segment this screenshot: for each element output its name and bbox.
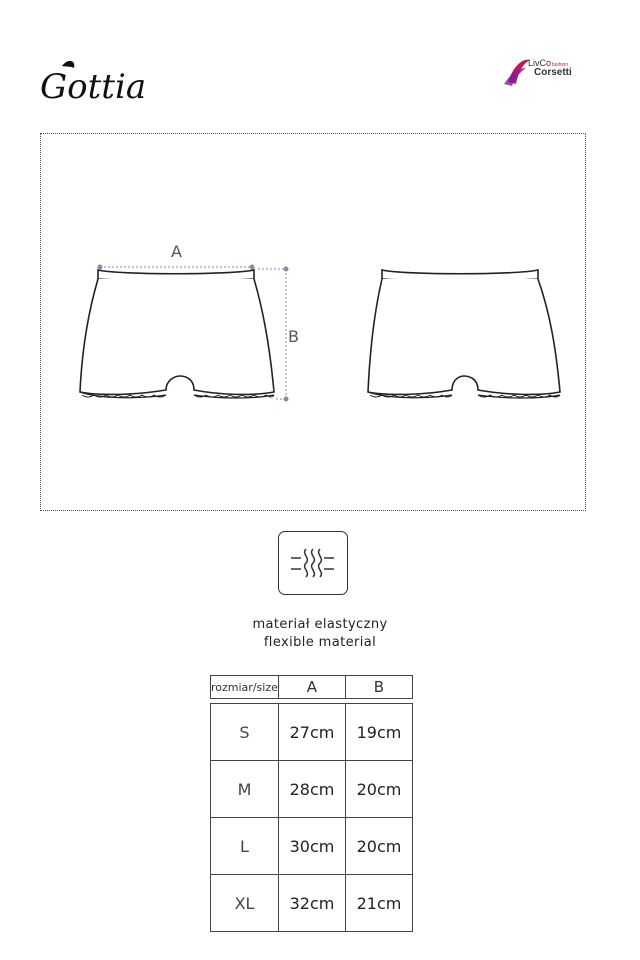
size-table-header	[210, 675, 413, 699]
brand-name: Gottia	[40, 67, 147, 107]
care-label-en: flexible material	[263, 635, 377, 650]
table-row	[211, 761, 413, 818]
brand-logo	[38, 52, 147, 114]
partner-line1: LivCo	[528, 58, 552, 68]
a-cell: 28cm	[279, 761, 346, 818]
table-row	[211, 818, 413, 875]
partner-logo	[500, 50, 600, 90]
b-cell: 20cm	[346, 818, 413, 875]
table-row	[211, 704, 413, 761]
garment-diagram	[40, 133, 586, 511]
shorts-front-drawing	[80, 270, 274, 398]
header-a: A	[278, 676, 345, 699]
b-cell: 21cm	[346, 875, 413, 932]
dimension-a	[98, 265, 254, 269]
partner-line2: Corsetti	[534, 67, 572, 78]
b-cell: 19cm	[346, 704, 413, 761]
b-cell: 20cm	[346, 761, 413, 818]
a-cell: 27cm	[279, 704, 346, 761]
size-cell: S	[211, 704, 279, 761]
dimension-a-label: A	[171, 242, 182, 261]
size-table	[210, 703, 413, 932]
table-row	[211, 875, 413, 932]
stretch-icon	[278, 531, 348, 595]
header-b: B	[345, 676, 412, 699]
size-cell: M	[211, 761, 279, 818]
header-size: rozmiar/size	[211, 676, 279, 699]
partner-tag: fashion	[552, 62, 569, 68]
a-cell: 30cm	[279, 818, 346, 875]
shorts-back-drawing	[368, 270, 560, 398]
size-cell: L	[211, 818, 279, 875]
care-label-pl: materiał elastyczny	[252, 617, 388, 632]
dimension-b-label: B	[288, 327, 299, 346]
size-cell: XL	[211, 875, 279, 932]
a-cell: 32cm	[279, 875, 346, 932]
